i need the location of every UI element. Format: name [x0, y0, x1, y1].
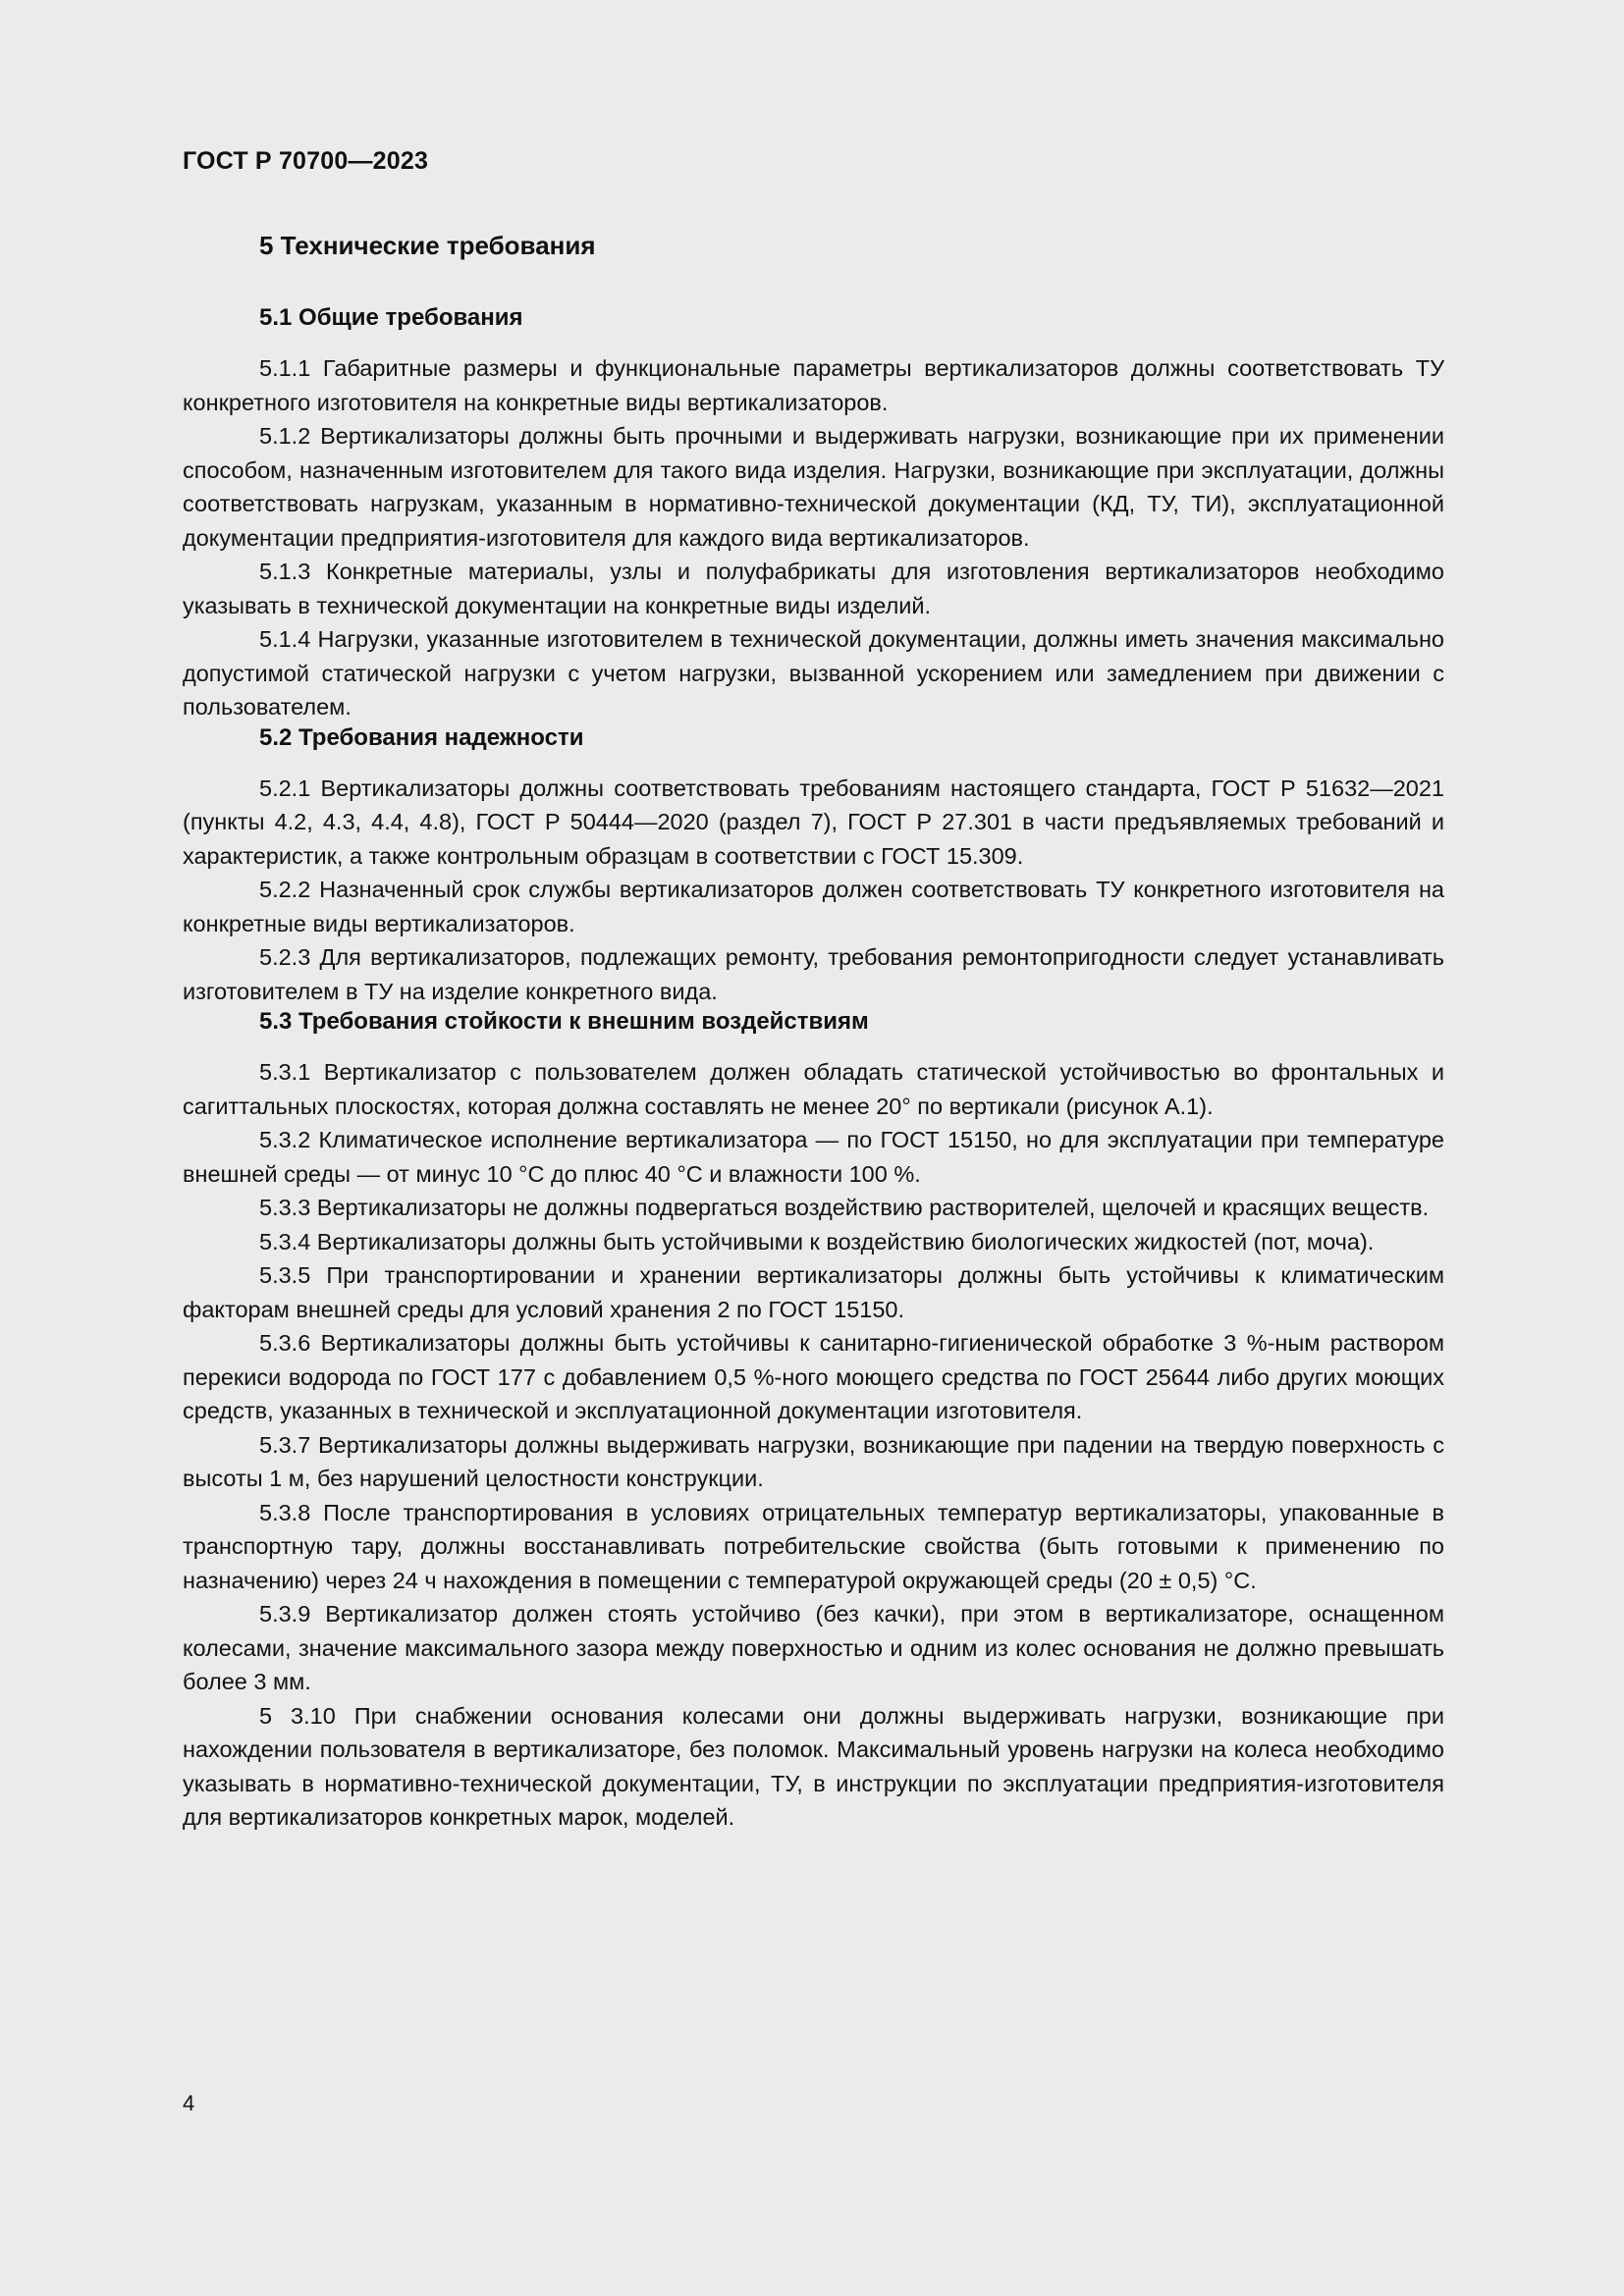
paragraph: 5.2.2 Назначенный срок службы вертикализаторов должен соответствовать ТУ конкретного изготовителя на конкретные виды вертикализаторов. [183, 877, 1444, 936]
paragraph: 5.3.5 При транспортировании и хранении вертикализаторы должны быть устойчивы к климатическим факторам внешней среды для условий хранения 2 по ГОСТ 15150. [183, 1262, 1444, 1322]
paragraph: 5.2.1 Вертикализаторы должны соответствовать требованиям настоящего стандарта, ГОСТ Р 51632—2021 (пункты 4.2, 4.3, 4.4, 4.8), ГОСТ Р 50444—2020 (раздел 7), ГОСТ Р 27.301 в части предъявляемых требований и характеристик, а также контрольным образцам в соответствии с ГОСТ 15.309. [183, 774, 1444, 869]
paragraph: 5.2.3 Для вертикализаторов, подлежащих ремонту, требования ремонтопригодности следует устанавливать изготовителем в ТУ на изделие конкретного вида. [183, 944, 1444, 1004]
subsection-heading: 5.3 Требования стойкости к внешним воздействиям [259, 1008, 869, 1035]
paragraph: 5.3.3 Вертикализаторы не должны подвергаться воздействию растворителей, щелочей и красящих веществ. [259, 1195, 1430, 1220]
paragraph: 5.3.7 Вертикализаторы должны выдерживать нагрузки, возникающие при падении на твердую поверхность с высоты 1 м, без нарушений целостности конструкции. [183, 1431, 1444, 1491]
document-standard-header: ГОСТ Р 70700—2023 [183, 147, 429, 175]
paragraph: 5.1.2 Вертикализаторы должны быть прочными и выдерживать нагрузки, возникающие при их применении способом, назначенным изготовителем для такого вида изделия. Нагрузки, возникающие при эксплуатации, должны соответствовать нагрузкам, указанным в нормативно-технической документации (КД, ТУ, ТИ), эксплуатационной документации предприятия-изготовителя для каждого вида вертикализаторов. [183, 423, 1444, 551]
page-content [183, 147, 1444, 1835]
paragraph: 5.3.8 После транспортирования в условиях отрицательных температур вертикализаторы, упакованные в транспортную тару, должны восстанавливать потребительские свойства (быть готовыми к применению по назначению) через 24 ч нахождения в помещении с температурой окружающей среды (20 ± 0,5) °С. [183, 1499, 1444, 1593]
document-body [183, 231, 1444, 1835]
paragraph: 5.3.9 Вертикализатор должен стоять устойчиво (без качки), при этом в вертикализаторе, оснащенном колесами, значение максимального зазора между поверхностью и одним из колес основания не должно превышать более 3 мм. [183, 1601, 1444, 1694]
paragraph: 5.1.1 Габаритные размеры и функциональные параметры вертикализаторов должны соответствовать ТУ конкретного изготовителя на конкретные виды вертикализаторов. [183, 355, 1444, 415]
paragraph: 5.1.4 Нагрузки, указанные изготовителем в технической документации, должны иметь значения максимально допустимой статической нагрузки с учетом нагрузки, вызванной ускорением или замедлением при движении с пользователем. [183, 626, 1444, 720]
paragraph: 5.1.3 Конкретные материалы, узлы и полуфабрикаты для изготовления вертикализаторов необходимо указывать в технической документации на конкретные виды изделий. [183, 559, 1444, 618]
paragraph: 5.3.2 Климатическое исполнение вертикализатора — по ГОСТ 15150, но для эксплуатации при температуре внешней среды — от минус 10 °С до плюс 40 °С и влажности 100 %. [183, 1127, 1444, 1187]
section-heading: 5 Технические требования [259, 231, 596, 260]
paragraph: 5.3.4 Вертикализаторы должны быть устойчивыми к воздействию биологических жидкостей (пот, моча). [259, 1228, 1375, 1255]
paragraph: 5.3.6 Вертикализаторы должны быть устойчивы к санитарно-гигиенической обработке 3 %-ным раствором перекиси водорода по ГОСТ 177 с добавлением 0,5 %-ного моющего средства по ГОСТ 25644 либо других моющих средств, указанных в технической и эксплуатационной документации изготовителя. [183, 1330, 1444, 1423]
paragraph: 5.3.1 Вертикализатор с пользователем должен обладать статической устойчивостью во фронтальных и сагиттальных плоскостях, которая должна составлять не менее 20° по вертикали (рисунок А.1). [183, 1059, 1444, 1119]
page-number: 4 [183, 2091, 195, 2115]
subsection-heading: 5.1 Общие требования [259, 304, 523, 331]
paragraph: 5 3.10 При снабжении основания колесами они должны выдерживать нагрузки, возникающие при нахождении пользователя в вертикализаторе, без поломок. Максимальный уровень нагрузки на колеса необходимо указывать в нормативно-технической документации, ТУ, в инструкции по эксплуатации предприятия-изготовителя для вертикализаторов конкретных марок, моделей. [183, 1702, 1444, 1830]
subsection-heading: 5.2 Требования надежности [259, 723, 584, 751]
